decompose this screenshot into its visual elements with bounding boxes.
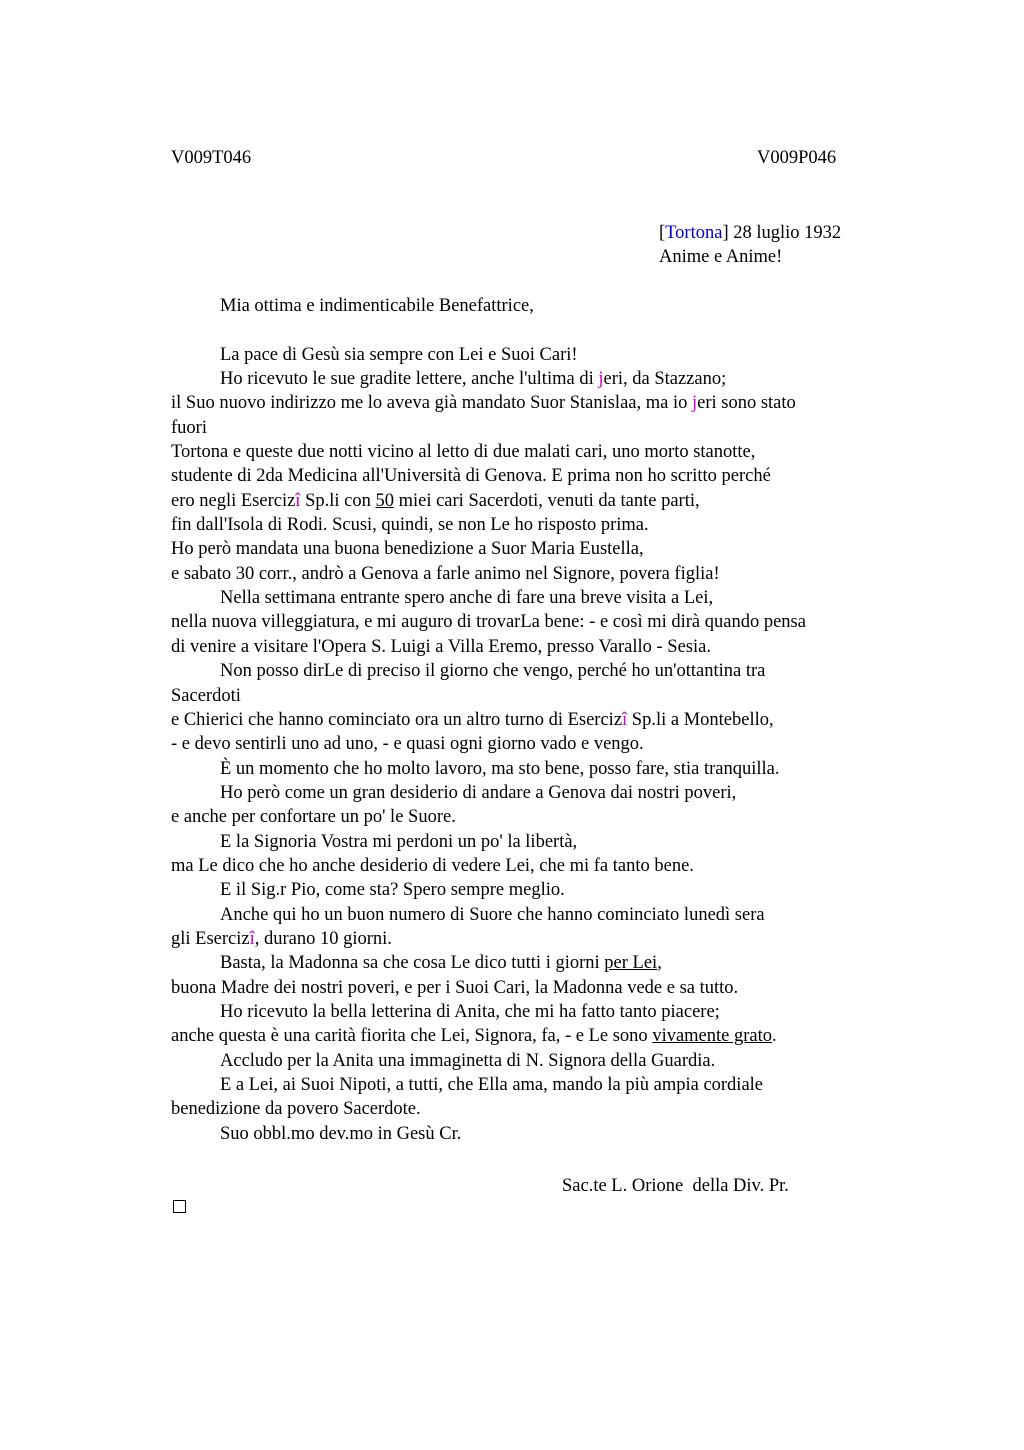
date-line (659, 221, 841, 245)
letter-line (171, 951, 891, 975)
annotated-letter: î (295, 490, 301, 511)
text-run: eri sono stato (697, 393, 796, 414)
text-run: . (772, 1026, 777, 1047)
motto-line: Anime e Anime! (659, 247, 783, 268)
text-run: , (657, 953, 662, 974)
text-run: anche questa è una carità fiorita che Lei, Signora, fa, - e Le sono (171, 1026, 653, 1047)
text-run: Sp.li a Montebello, (627, 709, 774, 730)
letter-line: di venire a visitare l'Opera S. Luigi a Villa Eremo, presso Varallo - Sesia. (171, 636, 711, 657)
letter-line: La pace di Gesù sia sempre con Lei e Suoi Cari! (220, 344, 578, 365)
letter-line: E a Lei, ai Suoi Nipoti, a tutti, che Ella ama, mando la più ampia cordiale (220, 1075, 764, 1095)
letter-line: Anche qui ho un buon numero di Suore che hanno cominciato lunedì sera (220, 904, 765, 925)
annotated-letter: î (249, 928, 255, 949)
annotated-letter: î (622, 709, 628, 730)
text-run: , durano 10 giorni. (254, 928, 392, 949)
text-run: ero negli Eserciz (171, 490, 296, 511)
text-run: il Suo nuovo indirizzo me lo aveva già mandato Suor Stanislaa, ma io (171, 393, 692, 414)
underlined-number: 50 (375, 490, 394, 511)
text-run: Basta, la Madonna sa che cosa Le dico tutti i giorni (220, 953, 605, 974)
letter-line: buona Madre dei nostri poveri, e per i Suoi Cari, la Madonna vede e sa tutto. (171, 977, 739, 998)
document-code-right: V009P046 (757, 148, 837, 168)
place-name: Tortona (665, 223, 723, 243)
letter-line: Tortona e queste due notti vicino al letto di due malati cari, uno morto stanotte, (171, 442, 756, 463)
letter-line: Accludo per la Anita una immaginetta di N. Signora della Guardia. (220, 1050, 716, 1071)
letter-line: Ho però come un gran desiderio di andare a Genova dai nostri poveri, (220, 782, 737, 803)
square-outline-icon (173, 1200, 186, 1213)
letter-line: Ho ricevuto la bella letterina di Anita, che mi ha fatto tanto piacere; (220, 1001, 720, 1022)
document-code-left: V009T046 (171, 148, 252, 168)
letter-line: fin dall'Isola di Rodi. Scusi, quindi, se non Le ho risposto prima. (171, 515, 649, 536)
text-run: Sp.li con (300, 490, 376, 511)
letter-line: Non posso dirLe di preciso il giorno che vengo, perché ho un'ottantina tra (220, 661, 766, 682)
underlined-phrase: per Lei (604, 953, 658, 974)
letter-line: benedizione da povero Sacerdote. (171, 1099, 421, 1120)
bracket-open: [ (659, 223, 666, 243)
text-run: Ho ricevuto le sue gradite lettere, anche l'ultima di (220, 369, 599, 390)
date-block (659, 221, 841, 270)
date-text: ] 28 luglio 1932 (722, 223, 842, 243)
letter-line: Nella settimana entrante spero anche di fare una breve visita a Lei, (220, 588, 714, 609)
underlined-phrase: vivamente grato (652, 1026, 773, 1047)
letter-line (171, 391, 891, 415)
letter-line: E la Signoria Vostra mi perdoni un po' la libertà, (220, 831, 578, 852)
annotated-letter: j (691, 393, 698, 414)
salutation: Mia ottima e indimenticabile Benefattrice, (220, 296, 534, 316)
annotated-letter: j (598, 369, 604, 390)
letter-line: nella nuova villeggiatura, e mi auguro di trovarLa bene: - e così mi dirà quando pensa (171, 612, 806, 633)
signature: Sac.te L. Orione della Div. Pr. (562, 1176, 789, 1196)
letter-body (171, 294, 891, 1146)
letter-line: - e devo sentirli uno ad uno, - e quasi ogni giorno vado e vengo. (171, 734, 644, 755)
letter-line: e sabato 30 corr., andrò a Genova a farle animo nel Signore, povera figlia! (171, 563, 720, 584)
text-run: gli Eserciz (171, 928, 250, 949)
letter-line (171, 927, 891, 951)
letter-line: È un momento che ho molto lavoro, ma sto bene, posso fare, stia tranquilla. (220, 758, 780, 779)
text-run: eri, da Stazzano; (603, 369, 727, 390)
text-run: e Chierici che hanno cominciato ora un altro turno di Eserciz (171, 709, 623, 730)
letter-line: fuori (171, 417, 207, 438)
letter-line: e anche per confortare un po' le Suore. (171, 807, 456, 828)
letter-line: E il Sig.r Pio, come sta? Spero sempre meglio. (220, 880, 565, 901)
letter-line (171, 1024, 891, 1048)
letter-line (171, 367, 891, 391)
blank-line (171, 318, 891, 342)
letter-line: ma Le dico che ho anche desiderio di vedere Lei, che mi fa tanto bene. (171, 855, 694, 876)
letter-line: Ho però mandata una buona benedizione a Suor Maria Eustella, (171, 539, 644, 560)
closing-line: Suo obbl.mo dev.mo in Gesù Cr. (220, 1123, 462, 1144)
letter-line (171, 708, 891, 732)
text-run: miei cari Sacerdoti, venuti da tante parti, (393, 490, 700, 511)
letter-line (171, 489, 891, 513)
letter-line: studente di 2da Medicina all'Università di Genova. E prima non ho scritto perché (171, 466, 771, 487)
letter-line: Sacerdoti (171, 685, 241, 706)
